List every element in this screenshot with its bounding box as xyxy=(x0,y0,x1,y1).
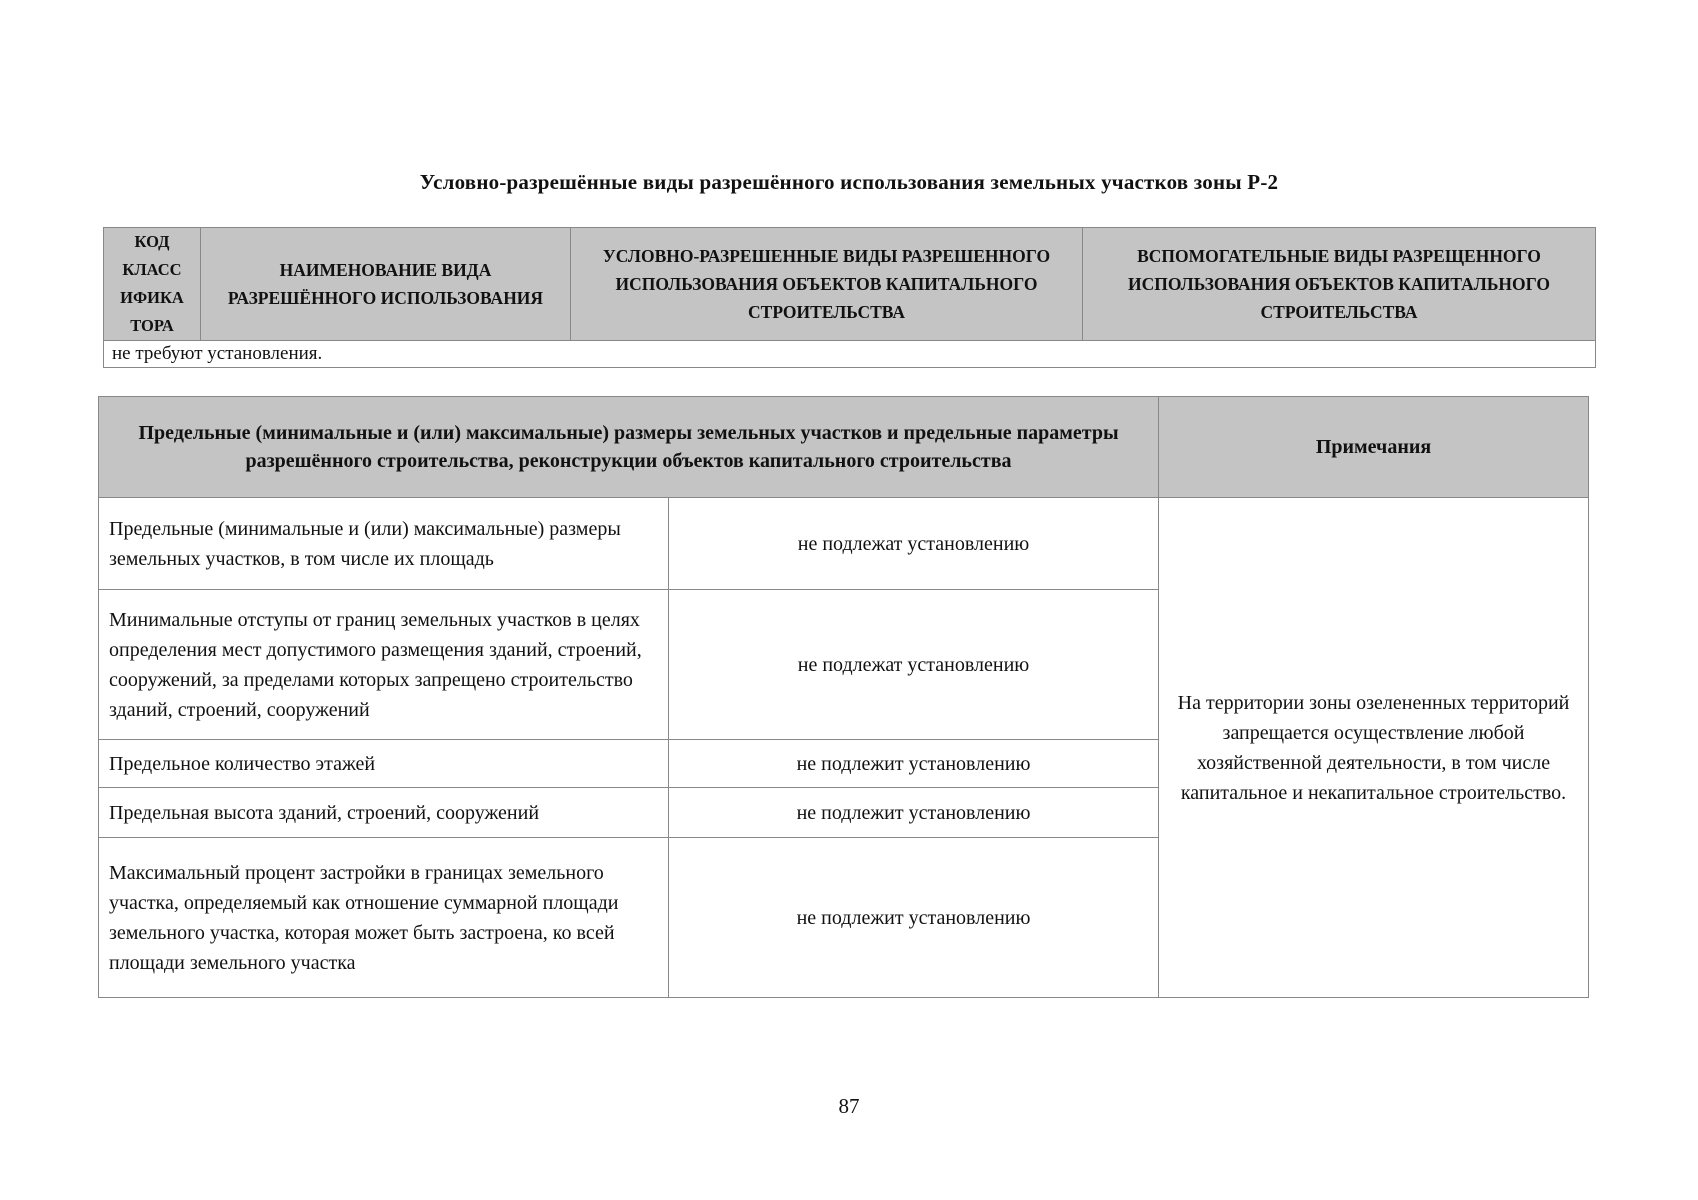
page-number: 87 xyxy=(838,1094,860,1118)
header-parameters: Предельные (минимальные и (или) максимальные) размеры земельных участков и предельные параметры разрешённого строительства, реконструкции объектов капитального строительства xyxy=(99,397,1159,498)
not-required-note: не требуют установления. xyxy=(104,341,1596,368)
row-label: Предельная высота зданий, строений, сооружений xyxy=(99,788,669,838)
row-value: не подлежат установлению xyxy=(669,498,1159,590)
header-notes: Примечания xyxy=(1159,397,1589,498)
header-code-line: ТОРА xyxy=(130,316,174,335)
header-auxiliary: ВСПОМОГАТЕЛЬНЫЕ ВИДЫ РАЗРЕЩЕННОГО ИСПОЛЬЗОВАНИЯ ОБЪЕКТОВ КАПИТАЛЬНОГО СТРОИТЕЛЬСТВА xyxy=(1083,228,1596,341)
header-code-line: КЛАСС xyxy=(122,260,182,279)
header-code-line: ИФИКА xyxy=(120,288,184,307)
table-row xyxy=(99,498,1589,590)
row-value: не подлежит установлению xyxy=(669,740,1159,788)
row-label: Предельное количество этажей xyxy=(99,740,669,788)
row-label: Максимальный процент застройки в границах земельного участка, определяемый как отношение суммарной площади земельного участка, которая может быть застроена, ко всей площади земельного участка xyxy=(99,838,669,998)
document-title: Условно-разрешённые виды разрешённого использования земельных участков зоны Р-2 xyxy=(419,170,1279,194)
row-value: не подлежит установлению xyxy=(669,788,1159,838)
row-value: не подлежит установлению xyxy=(669,838,1159,998)
permitted-use-table xyxy=(103,227,1596,368)
notes-cell: На территории зоны озелененных территорий запрещается осуществление любой хозяйственной деятельности, в том числе капитальное и некапитальное строительство. xyxy=(1159,498,1589,998)
parameters-table xyxy=(98,396,1589,998)
header-code-line: КОД xyxy=(134,232,170,251)
header-conditional: УСЛОВНО-РАЗРЕШЕННЫЕ ВИДЫ РАЗРЕШЕННОГО ИСПОЛЬЗОВАНИЯ ОБЪЕКТОВ КАПИТАЛЬНОГО СТРОИТЕЛЬСТВА xyxy=(571,228,1083,341)
header-code xyxy=(104,228,201,341)
row-label: Предельные (минимальные и (или) максимальные) размеры земельных участков, в том числе их площадь xyxy=(99,498,669,590)
header-name: НАИМЕНОВАНИЕ ВИДА РАЗРЕШЁННОГО ИСПОЛЬЗОВАНИЯ xyxy=(201,228,571,341)
row-label: Минимальные отступы от границ земельных участков в целях определения мест допустимого размещения зданий, строений, сооружений, за пределами которых запрещено строительство зданий, строений, сооружений xyxy=(99,590,669,740)
row-value: не подлежат установлению xyxy=(669,590,1159,740)
